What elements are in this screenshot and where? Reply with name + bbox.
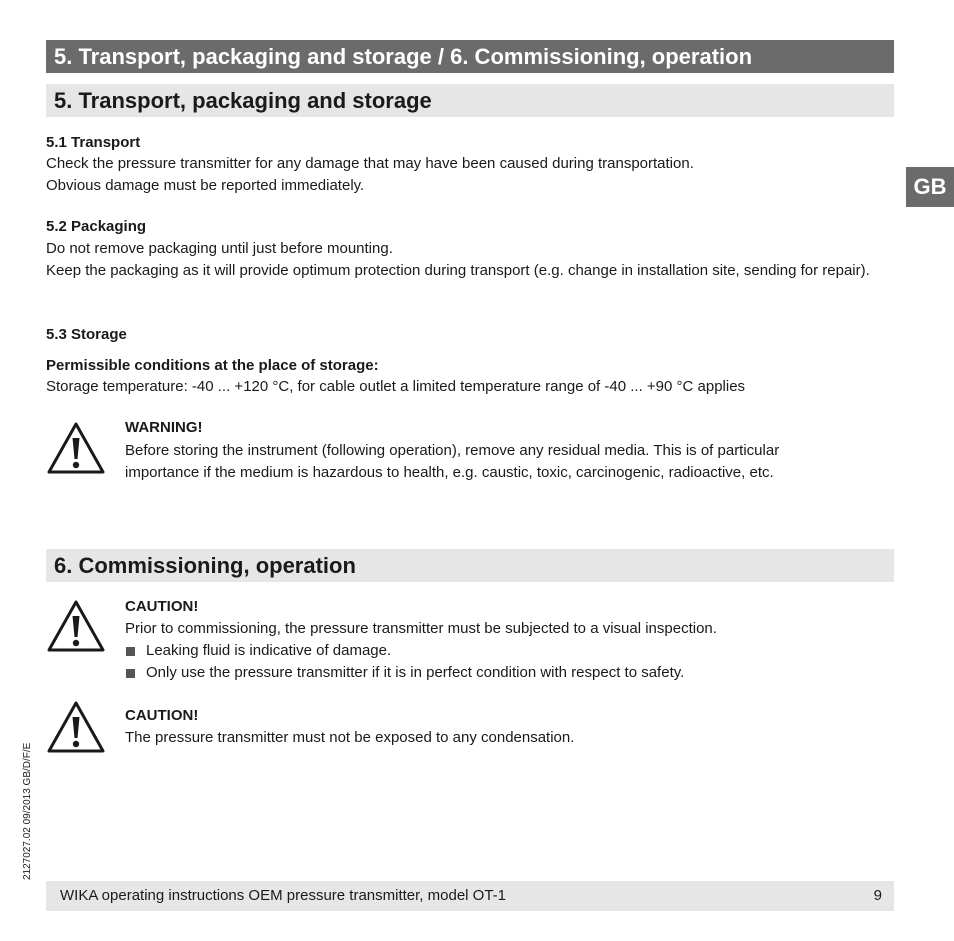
caution-1-text: Prior to commissioning, the pressure transmitter must be subjected to a visual inspection. <box>125 620 717 637</box>
caution-2-label: CAUTION! <box>125 707 199 724</box>
bullet-text: Only use the pressure transmitter if it is in perfect condition with respect to safety. <box>146 664 685 681</box>
packaging-line-2: Keep the packaging as it will provide optimum protection during transport (e.g. change in installation site, sending for repair). <box>46 262 870 279</box>
bullet-text: Leaking fluid is indicative of damage. <box>146 642 392 659</box>
footer-text: WIKA operating instructions OEM pressure transmitter, model OT-1 <box>60 887 507 904</box>
document-code: 2127027.02 09/2013 GB/D/F/E <box>22 742 33 880</box>
storage-subheading: Permissible conditions at the place of storage: <box>46 357 379 374</box>
caution-1-label: CAUTION! <box>125 598 199 615</box>
page-number: 9 <box>873 887 882 904</box>
warning-line-1: Before storing the instrument (following operation), remove any residual media. This is of particular <box>125 442 780 459</box>
section-6-title: 6. Commissioning, operation <box>46 549 894 582</box>
list-item <box>125 640 391 662</box>
warning-triangle-icon <box>46 421 106 475</box>
packaging-line-1: Do not remove packaging until just before mounting. <box>46 240 393 257</box>
transport-line-2: Obvious damage must be reported immediately. <box>46 177 365 194</box>
caution-triangle-icon <box>46 700 106 754</box>
transport-line-1: Check the pressure transmitter for any damage that may have been caused during transportation. <box>46 155 694 172</box>
list-item <box>125 662 684 684</box>
transport-heading: 5.1 Transport <box>46 134 141 151</box>
bullet-square-icon <box>126 669 135 678</box>
bullet-square-icon <box>126 647 135 656</box>
section-5-title: 5. Transport, packaging and storage <box>46 84 894 117</box>
storage-heading: 5.3 Storage <box>46 326 127 343</box>
packaging-heading: 5.2 Packaging <box>46 218 147 235</box>
warning-line-2: importance if the medium is hazardous to health, e.g. caustic, toxic, carcinogenic, radioactive, etc. <box>125 464 774 481</box>
warning-label: WARNING! <box>125 419 203 436</box>
language-tab: GB <box>906 167 954 207</box>
caution-triangle-icon <box>46 599 106 653</box>
storage-temperature: Storage temperature: -40 ... +120 °C, for cable outlet a limited temperature range of -40 ... +90 °C applies <box>46 378 746 395</box>
caution-2-text: The pressure transmitter must not be exposed to any condensation. <box>125 729 575 746</box>
chapter-banner: 5. Transport, packaging and storage / 6. Commissioning, operation <box>46 40 894 73</box>
page-footer <box>46 881 894 911</box>
